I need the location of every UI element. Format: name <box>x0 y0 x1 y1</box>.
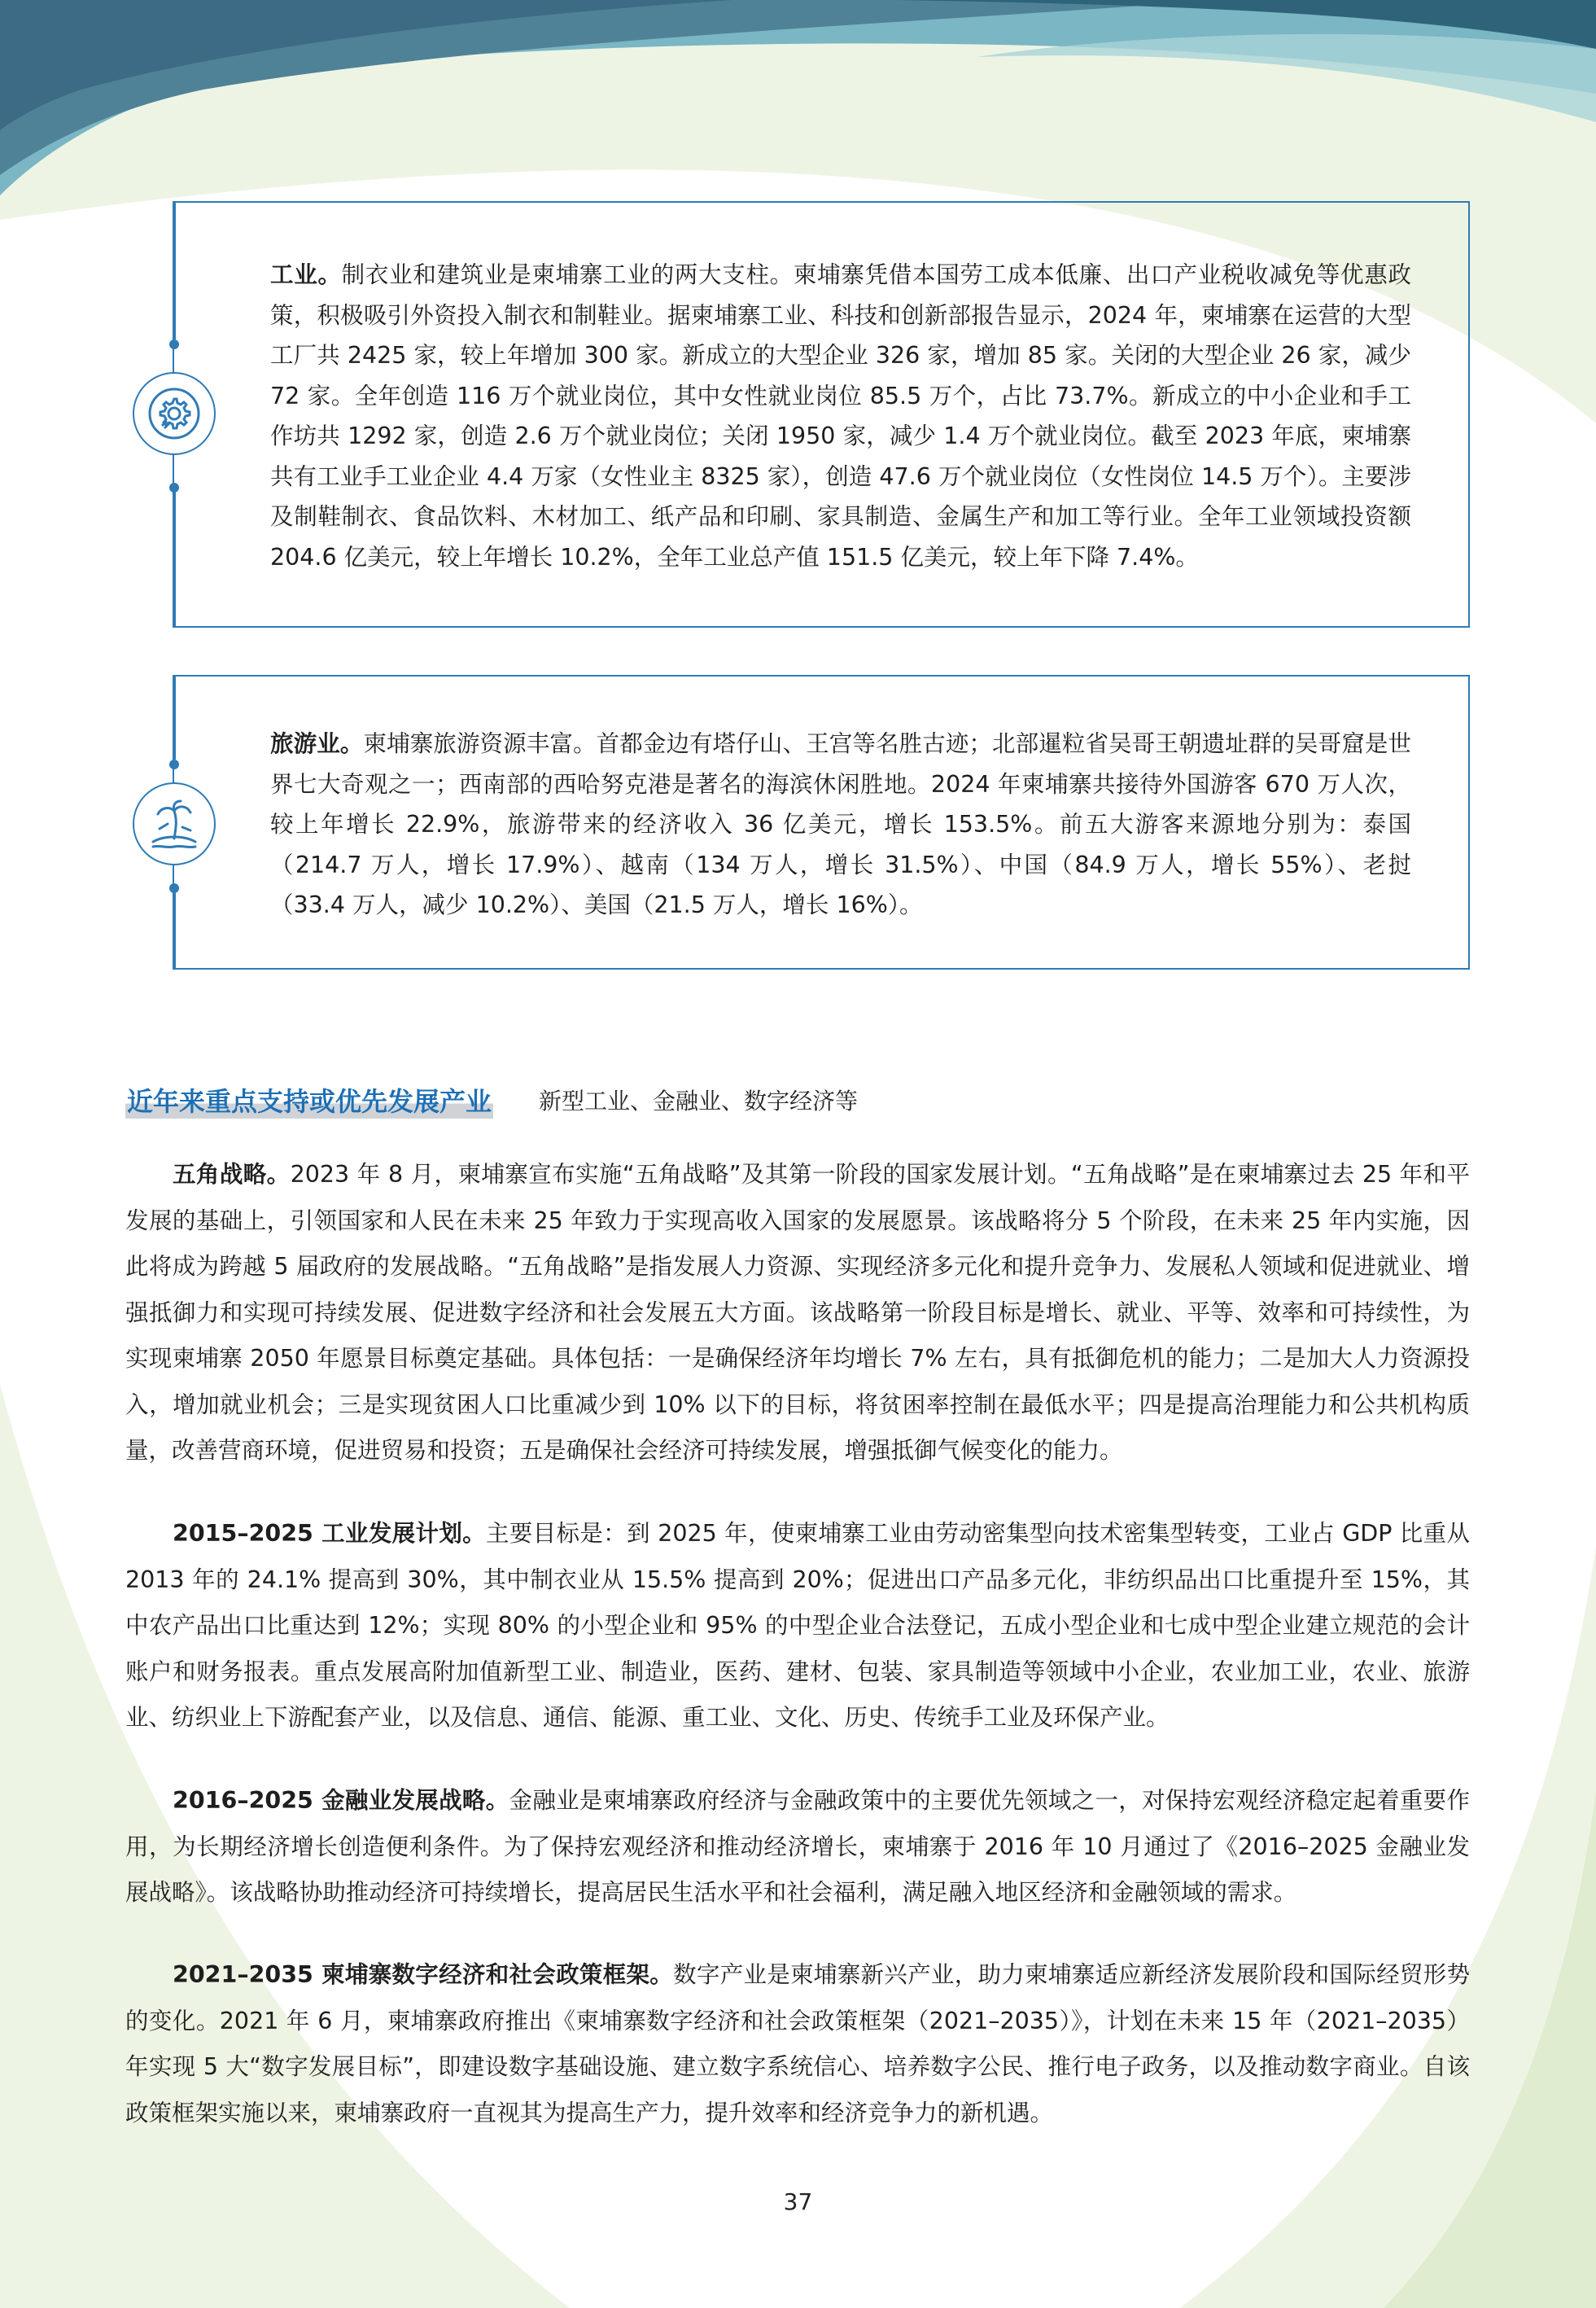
tourism-text <box>270 724 1411 926</box>
card-connector-line <box>173 677 176 760</box>
beach-palm-icon <box>133 782 216 865</box>
card-connector-line <box>173 203 176 339</box>
industry-heading: 工业。 <box>270 261 342 288</box>
card-connector-line <box>173 888 176 968</box>
paragraph-body: 主要目标是：到 2025 年，使柬埔寨工业由劳动密集型向技术密集型转变，工业占 GDP 比重从 2013 年的 24.1% 提高到 30%，其中制衣业从 15.5% 提高到 20%；促进出口产品多元化，非纺织品出口比重提升至 15%，其中农产品出口比重达到 12%；实现 80% 的小型企业和 95% 的中型企业合法登记，五成小型企业和七成中型企业建立规范的会计账户和财务报表。重点发展高附加值新型工业、制造业，医药、建材、包装、家具制造等领域中小企业，农业加工业，农业、旅游业、纺织业上下游配套产业，以及信息、通信、能源、重工业、文化、历史、传统手工业及环保产业。 <box>125 1520 1470 1731</box>
industry-text <box>270 255 1411 577</box>
paragraph-heading: 五角战略。 <box>173 1161 291 1188</box>
card-connector-dot <box>169 760 179 769</box>
paragraph-heading: 2015–2025 工业发展计划。 <box>173 1520 486 1547</box>
paragraph-body: 2023 年 8 月，柬埔寨宣布实施“五角战略”及其第一阶段的国家发展计划。“五角战略”是在柬埔寨过去 25 年和平发展的基础上，引领国家和人民在未来 25 年致力于实现高收入国家的发展愿景。该战略将分 5 个阶段，在未来 25 年内实施，因此将成为跨越 5 届政府的发展战略。“五角战略”是指发展人力资源、实现经济多元化和提升竞争力、发展私人领域和促进就业、增强抵御力和实现可持续发展、促进数字经济和社会发展五大方面。该战略第一阶段目标是增长、就业、平等、效率和可持续性，为实现柬埔寨 2050 年愿景目标奠定基础。具体包括：一是确保经济年均增长 7% 左右，具有抵御危机的能力；二是加大人力资源投入，增加就业机会；三是实现贫困人口比重减少到 10% 以下的目标，将贫困率控制在最低水平；四是提高治理能力和公共机构质量，改善营商环境，促进贸易和投资；五是确保社会经济可持续发展，增强抵御气候变化的能力。 <box>125 1161 1470 1464</box>
paragraph-body: 金融业是柬埔寨政府经济与金融政策中的主要优先领域之一，对保持宏观经济稳定起着重要作用，为长期经济增长创造便利条件。为了保持宏观经济和推动经济增长，柬埔寨于 2016 年 10 月通过了《2016–2025 金融业发展战略》。该战略协助推动经济可持续增长，提高居民生活水平和社会福利，满足融入地区经济和金融领域的需求。 <box>125 1787 1470 1906</box>
card-connector-line <box>173 488 176 626</box>
paragraph-industrial-plan <box>125 1511 1470 1741</box>
section-heading <box>125 1081 858 1119</box>
industry-card <box>173 201 1470 628</box>
page-number: 37 <box>783 2188 813 2215</box>
paragraph-finance-strategy <box>125 1778 1470 1916</box>
paragraph-body: 数字产业是柬埔寨新兴产业，助力柬埔寨适应新经济发展阶段和国际经贸形势的变化。2021 年 6 月，柬埔寨政府推出《柬埔寨数字经济和社会政策框架（2021–2035）》，计划在未来 15 年（2021–2035）年实现 5 大“数字发展目标”，即建设数字基础设施、建立数字系统信心、培养数字公民、推行电子政务，以及推动数字商业。自该政策框架实施以来，柬埔寨政府一直视其为提高生产力，提升效率和经济竞争力的新机遇。 <box>125 1961 1470 2126</box>
section-subtitle: 新型工业、金融业、数字经济等 <box>539 1088 859 1115</box>
tourism-body: 柬埔寨旅游资源丰富。首都金边有塔仔山、王宫等名胜古迹；北部暹粒省吴哥王朝遗址群的吴哥窟是世界七大奇观之一；西南部的西哈努克港是著名的海滨休闲胜地。2024 年柬埔寨共接待外国游客 670 万人次，较上年增长 22.9%，旅游带来的经济收入 36 亿美元，增长 153.5%。前五大游客来源地分别为：泰国（214.7 万人，增长 17.9%）、越南（134 万人，增长 31.5%）、中国（84.9 万人，增长 55%）、老挝（33.4 万人，减少 10.2%）、美国（21.5 万人，增长 16%）。 <box>270 730 1411 918</box>
paragraph-heading: 2016–2025 金融业发展战略。 <box>173 1787 509 1814</box>
tourism-heading: 旅游业。 <box>270 730 364 757</box>
paragraph-heading: 2021–2035 柬埔寨数字经济和社会政策框架。 <box>173 1961 674 1988</box>
industry-body: 制衣业和建筑业是柬埔寨工业的两大支柱。柬埔寨凭借本国劳工成本低廉、出口产业税收减免等优惠政策，积极吸引外资投入制衣和制鞋业。据柬埔寨工业、科技和创新部报告显示，2024 年，柬埔寨在运营的大型工厂共 2425 家，较上年增加 300 家。新成立的大型企业 326 家，增加 85 家。关闭的大型企业 26 家，减少 72 家。全年创造 116 万个就业岗位，其中女性就业岗位 85.5 万个，占比 73.7%。新成立的中小企业和手工作坊共 1292 家，创造 2.6 万个就业岗位；关闭 1950 家，减少 1.4 万个就业岗位。截至 2023 年底，柬埔寨共有工业手工业企业 4.4 万家（女性业主 8325 家），创造 47.6 万个就业岗位（女性岗位 14.5 万个）。主要涉及制鞋制衣、食品饮料、木材加工、纸产品和印刷、家具制造、金属生产和加工等行业。全年工业领域投资额 204.6 亿美元，较上年增长 10.2%，全年工业总产值 151.5 亿美元，较上年下降 7.4%。 <box>270 261 1411 571</box>
paragraph-five-pillars <box>125 1152 1470 1474</box>
card-connector-dot <box>169 339 179 349</box>
gear-wrench-icon <box>133 372 216 455</box>
section-title: 近年来重点支持或优先发展产业 <box>125 1081 493 1119</box>
tourism-card <box>173 675 1470 970</box>
paragraph-digital-economy <box>125 1952 1470 2136</box>
